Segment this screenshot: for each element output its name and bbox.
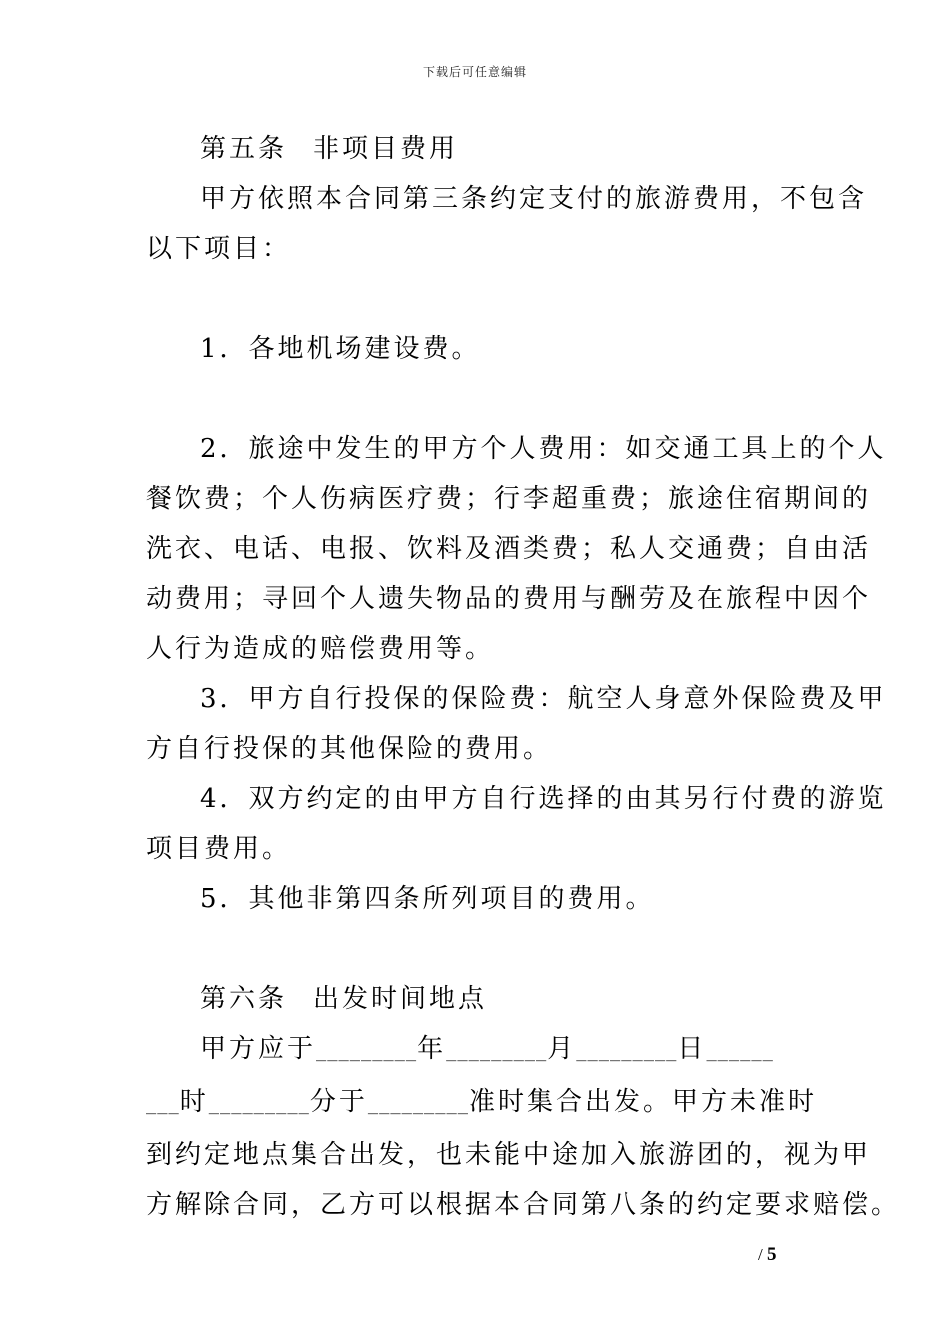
- article-5-item-2-line-1: 2．旅途中发生的甲方个人费用：如交通工具上的个人: [200, 434, 887, 464]
- page-number: [758, 1244, 776, 1266]
- article-5-item-2-line-2: 餐饮费；个人伤病医疗费；行李超重费；旅途住宿期间的: [146, 484, 872, 514]
- article-6-number: 第六条: [200, 984, 288, 1014]
- article-5-intro-line-1: 甲方依照本合同第三条约定支付的旅游费用，不包含: [200, 184, 868, 214]
- article-5-item-3-line-1: 3．甲方自行投保的保险费：航空人身意外保险费及甲: [200, 684, 887, 714]
- blank-hour-part-1: ______: [706, 1042, 774, 1062]
- article-5-heading: [146, 124, 810, 174]
- page-slash: /: [758, 1245, 763, 1264]
- article-6-heading: [146, 974, 810, 1024]
- page-header: 下载后可任意编辑: [422, 65, 527, 79]
- article-5-item-4-line-2: 项目费用。: [146, 834, 292, 864]
- article-6-line-4: 方解除合同，乙方可以根据本合同第八条的约定要求赔偿。: [146, 1190, 901, 1220]
- article-5-number: 第五条: [200, 134, 288, 164]
- article-5-title: 非项目费用: [313, 134, 459, 164]
- blank-place: _________: [367, 1095, 469, 1115]
- article-5-item-4-line-1: 4．双方约定的由甲方自行选择的由其另行付费的游览: [200, 784, 887, 814]
- article-6-title: 出发时间地点: [313, 984, 488, 1014]
- blank-year: _________: [316, 1042, 418, 1062]
- document-body: [146, 124, 901, 1230]
- article-6-line-3: 到约定地点集合出发，也未能中途加入旅游团的，视为甲: [146, 1140, 872, 1170]
- article-5-item-1: 1．各地机场建设费。: [200, 334, 481, 364]
- blank-minute: _________: [208, 1095, 310, 1115]
- article-5-item-3-line-2: 方自行投保的其他保险的费用。: [146, 734, 553, 764]
- article-5-item-2-line-5: 人行为造成的赔偿费用等。: [146, 634, 495, 664]
- blank-day: _________: [576, 1042, 678, 1062]
- article-5-item-2-line-4: 动费用；寻回个人遗失物品的费用与酬劳及在旅程中因个: [146, 584, 872, 614]
- article-6-line-2: ___时_________分于_________准时集合出发。甲方未准时: [146, 1087, 818, 1117]
- article-5-intro-line-2: 以下项目：: [146, 234, 292, 264]
- page-count: 5: [766, 1244, 777, 1265]
- blank-month: _________: [446, 1042, 548, 1062]
- article-5-item-5: 5．其他非第四条所列项目的费用。: [200, 884, 655, 914]
- article-5-item-2-line-3: 洗衣、电话、电报、饮料及酒类费；私人交通费；自由活: [146, 534, 872, 564]
- article-6-line-1: 甲方应于_________年_________月_________日______: [200, 1034, 774, 1064]
- blank-hour-part-2: ___: [146, 1095, 180, 1115]
